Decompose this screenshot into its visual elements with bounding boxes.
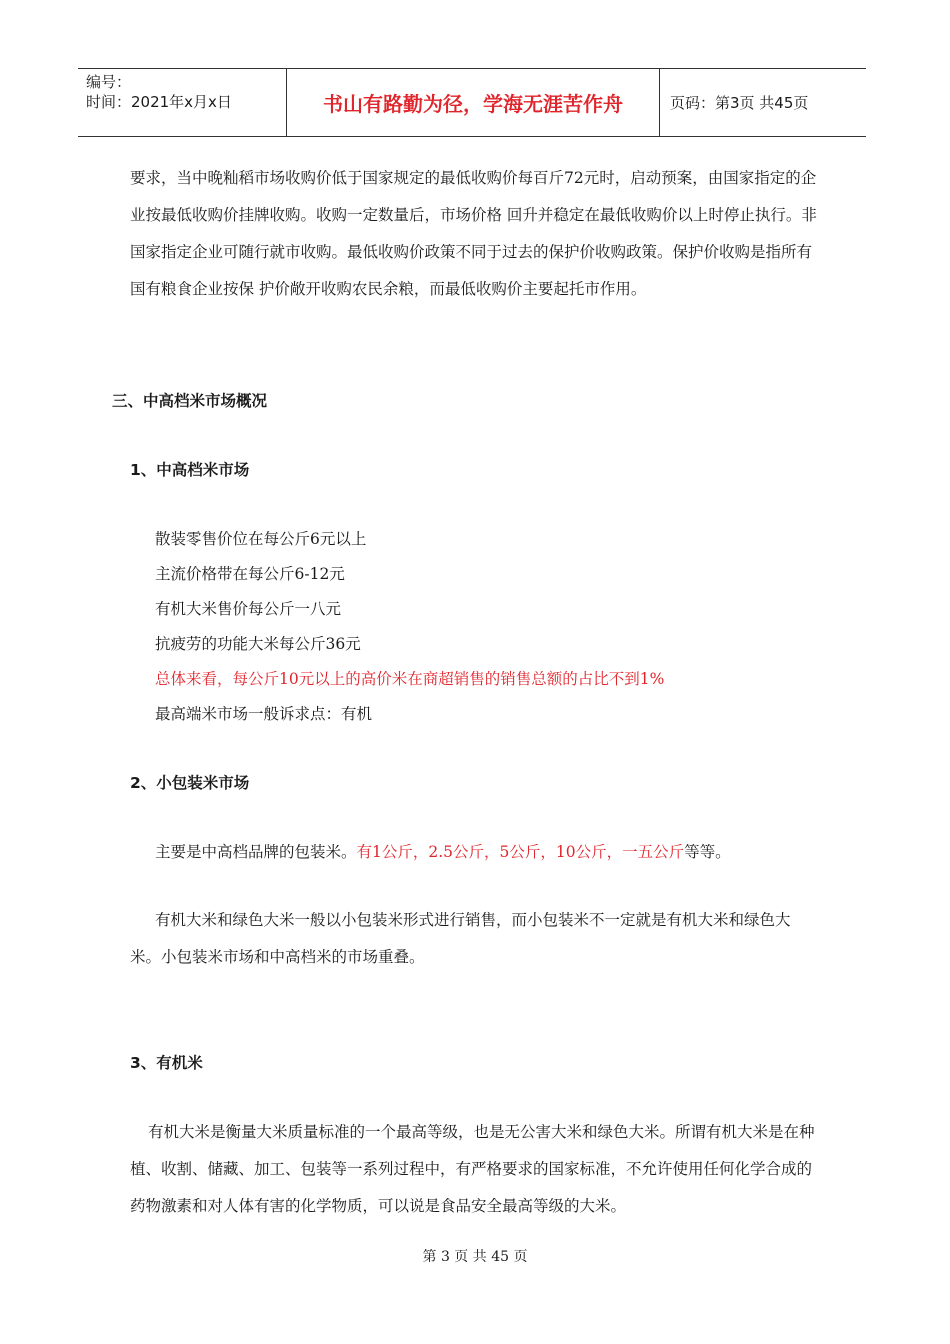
sub-1-last-line: 最高端米市场一般诉求点：有机 xyxy=(155,705,373,723)
sub-2-line-suffix: 等等。 xyxy=(684,843,731,861)
sub-3-paragraph: 有机大米是衡量大米质量标准的一个最高等级，也是无公害大米和绿色大米。所谓有机大米是在种植、收割、储藏、加工、包装等一系列过程中，有严格要求的国家标准，不允许使用任何化学合成的药物激素和对人体有害的化学物质，可以说是食品安全最高等级的大米。 xyxy=(130,1123,815,1215)
section-3-heading: 三、中高档米市场概况 xyxy=(112,392,268,410)
header-page-info: 页码：第3页 共45页 xyxy=(670,94,809,112)
header-number-label: 编号： xyxy=(86,73,132,91)
sub-1-red-line: 总体来看，每公斤10元以上的高价米在商超销售的销售总额的占比不到1% xyxy=(155,670,665,688)
header-motto: 书山有路勤为径，学海无涯苦作舟 xyxy=(287,69,660,136)
sub-1-line: 散装零售价位在每公斤6元以上 xyxy=(155,530,367,548)
sub-3-heading: 3、有机米 xyxy=(130,1054,203,1072)
sub-1-line: 抗疲劳的功能大米每公斤36元 xyxy=(155,635,361,653)
sub-2-line-prefix: 主要是中高档品牌的包装米。 xyxy=(155,843,357,861)
sub-2-paragraph: 有机大米和绿色大米一般以小包装米形式进行销售，而小包装米不一定就是有机大米和绿色大米。小包装米市场和中高档米的市场重叠。 xyxy=(130,911,791,966)
intro-paragraph: 要求，当中晚籼稻市场收购价低于国家规定的最低收购价每百斤72元时，启动预案，由国家指定的企业按最低收购价挂牌收购。收购一定数量后，市场价格 回升并稳定在最低收购价以上时停止执行。非国家指定企业可随行就市收购。最低收购价政策不同于过去的保护价收购政策。保护价收购是指所有国有粮食企业按保 护价敞开收购农民余粮，而最低收购价主要起托市作用。 xyxy=(130,169,817,298)
page-footer: 第 3 页 共 45 页 xyxy=(422,1249,528,1265)
sub-2-line-red: 有1公斤，2.5公斤，5公斤，10公斤，一五公斤 xyxy=(356,843,685,861)
page-header xyxy=(78,68,866,137)
sub-2-line xyxy=(155,840,731,862)
header-time-label: 时间：2021年x月x日 xyxy=(86,93,232,111)
header-meta xyxy=(78,69,287,136)
sub-2-heading: 2、小包装米市场 xyxy=(130,774,250,792)
sub-1-line: 主流价格带在每公斤6-12元 xyxy=(155,565,345,583)
sub-1-heading: 1、中高档米市场 xyxy=(130,461,250,479)
sub-1-line: 有机大米售价每公斤一八元 xyxy=(155,600,342,618)
